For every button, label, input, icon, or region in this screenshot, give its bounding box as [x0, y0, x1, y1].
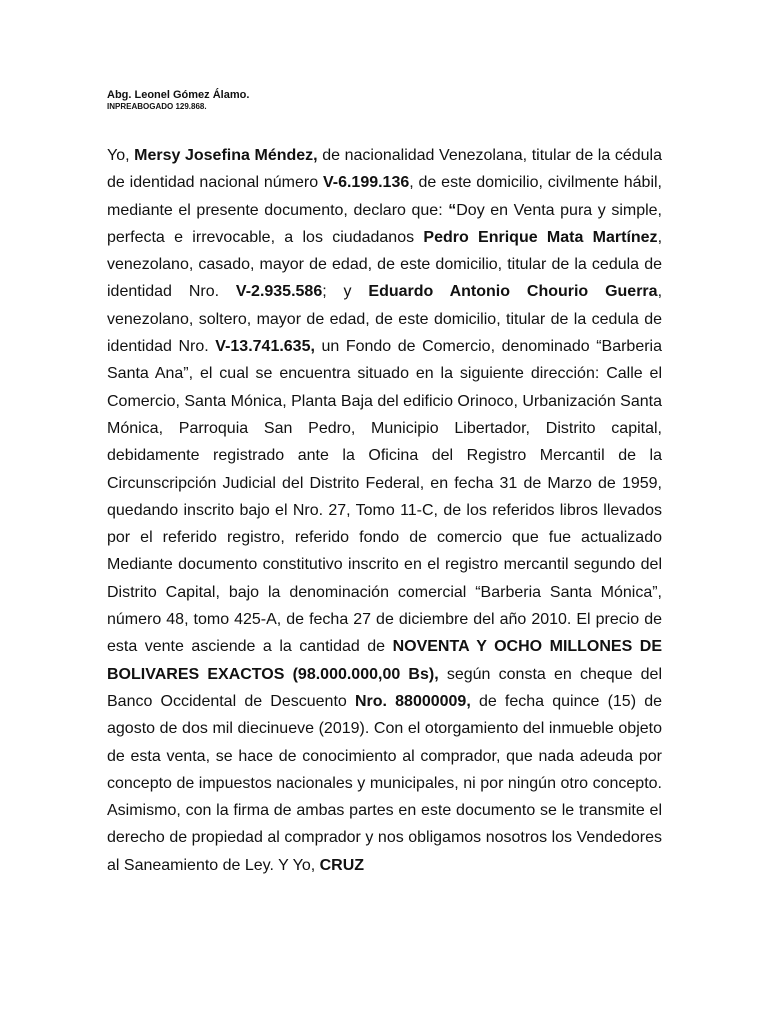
text-segment: de fecha quince (15) de agosto de dos mil diecinueve (2019). Con el otorgamiento del inmueble objeto de esta venta, se hace de conocimiento al comprador, que nada adeuda por concepto de impuestos nacionales y municipales, ni por ningún otro concepto. Asimismo, con la firma de ambas partes en este documento se le transmite el derecho de propiedad al comprador y nos obligamos nosotros los Vendedores al Saneamiento de Ley. Y Yo,	[107, 692, 663, 874]
author-registration: INPREABOGADO 129.868.	[107, 102, 207, 111]
text-segment: ; y	[322, 283, 369, 301]
contract-paragraph	[107, 142, 662, 879]
text-segment: , venezolano, soltero, mayor de edad, de este domicilio, titular de la cedula de identidad Nro.	[107, 283, 663, 356]
text-segment: de nacionalidad Venezolana, titular de la cédula de identidad nacional número	[107, 147, 662, 192]
author-name: Abg. Leonel Gómez Álamo.	[107, 89, 250, 101]
bold-text-segment: V-6.199.136	[322, 174, 410, 192]
text-segment: Yo,	[107, 147, 135, 164]
bold-text-segment: Eduardo Antonio Chourio Guerra	[368, 283, 658, 301]
document-header	[107, 89, 249, 112]
bold-text-segment: Pedro Enrique Mata Martínez	[423, 228, 658, 246]
bold-text-segment: Mersy Josefina Méndez,	[134, 147, 318, 164]
bold-text-segment: CRUZ	[319, 856, 365, 874]
text-segment: , de este domicilio, civilmente hábil, mediante el presente documento, declaro que:	[107, 174, 663, 219]
bold-text-segment: V-13.741.635,	[215, 338, 315, 356]
text-segment: Doy en Venta pura y simple, perfecta e irrevocable, a los ciudadanos	[107, 201, 663, 246]
bold-text-segment: Nro. 88000009,	[354, 692, 471, 710]
text-segment: , venezolano, casado, mayor de edad, de este domicilio, titular de la cedula de identidad Nro.	[107, 228, 663, 301]
text-segment: un Fondo de Comercio, denominado “Barberia Santa Ana”, el cual se encuentra situado en la siguiente dirección: Calle el Comercio, Santa Mónica, Planta Baja del edificio Orinoco, Urbanización Santa Mónica, Parroquia San Pedro, Municipio Libertador, Distrito capital, debidamente registrado ante la Oficina del Registro Mercantil de la Circunscripción Judicial del Distrito Federal, en fecha 31 de Marzo de 1959, quedando inscrito bajo el Nro. 27, Tomo 11-C, de los referidos libros llevados por el referido registro, referido fondo de comercio que fue actualizado Mediante documento constitutivo inscrito en el registro mercantil segundo del Distrito Capital, bajo la denominación comercial “Barberia Santa Mónica”, número 48, tomo 425-A, de fecha 27 de diciembre del año 2010. El precio de esta vente asciende a la cantidad de	[107, 338, 662, 656]
bold-text-segment: NOVENTA Y OCHO MILLONES DE BOLIVARES EXACTOS (98.000.000,00 Bs),	[107, 638, 663, 683]
text-segment: según consta en cheque del Banco Occidental de Descuento	[107, 665, 663, 710]
bold-text-segment: “	[448, 201, 457, 219]
bold-text-segment: V-2.935.586	[235, 283, 323, 301]
